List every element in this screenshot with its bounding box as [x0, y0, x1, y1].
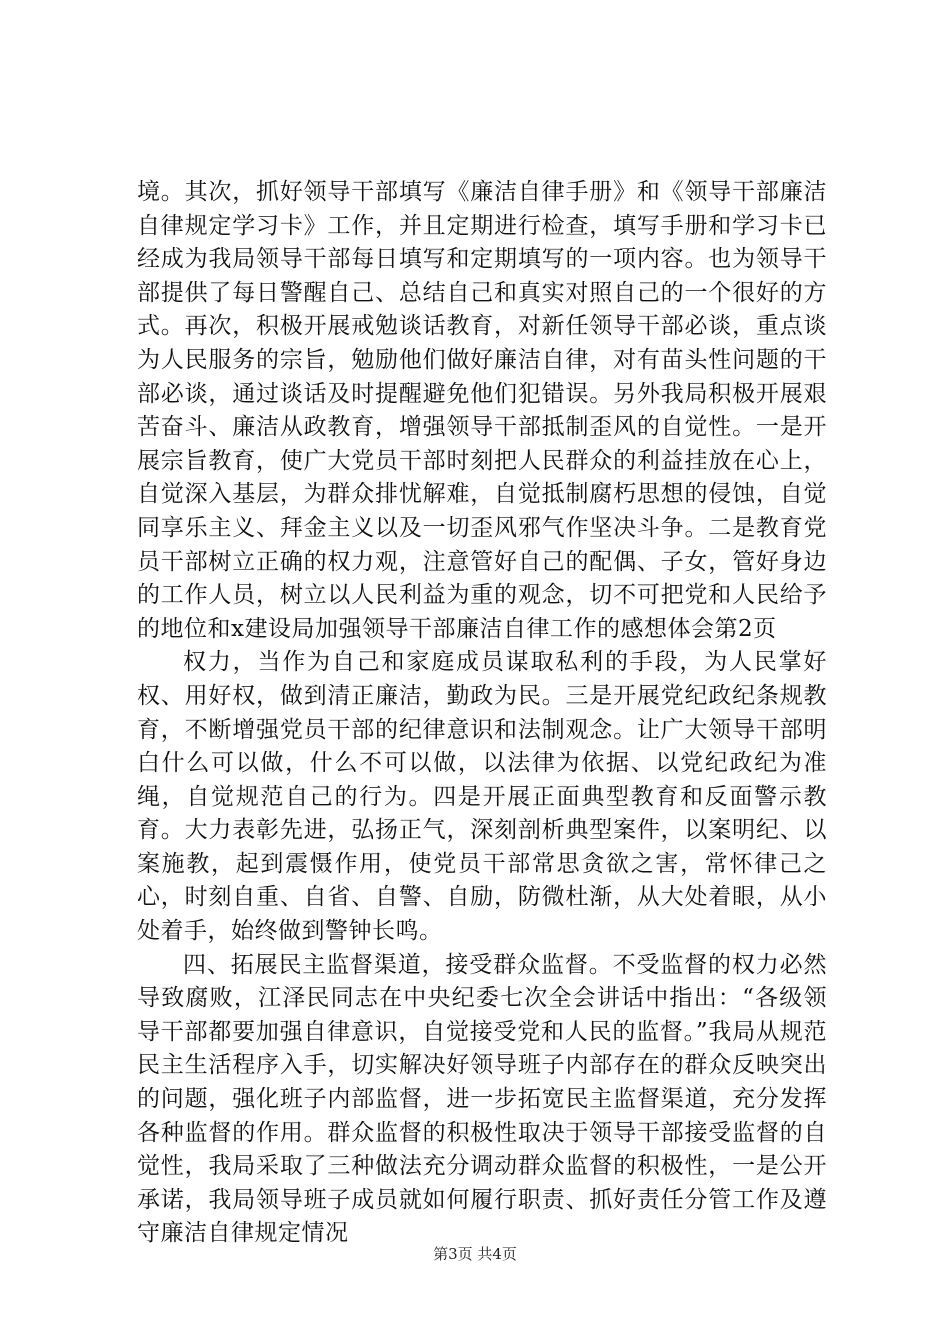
document-body	[137, 176, 827, 1251]
paragraph-democratic-supervision: 四、拓展民主监督渠道，接受群众监督。不受监督的权力必然导致腐败，江泽民同志在中央纪委七次全会讲话中指出：“各级领导干部都要加强自律意识，自觉接受党和人民的监督。”我局从规范民主生活程序入手，切实解决好领导班子内部存在的群众反映突出的问题，强化班子内部监督，进一步拓宽民主监督渠道，充分发挥各种监督的作用。群众监督的积极性取决于领导干部接受监督的自觉性，我局采取了三种做法充分调动群众监督的积极性，一是公开承诺，我局领导班子成员就如何履行职责、抓好责任分管工作及遵守廉洁自律规定情况	[137, 951, 827, 1247]
page-footer: 第3页 共4页	[433, 1245, 517, 1263]
paragraph-power: 权力，当作为自己和家庭成员谋取私利的手段，为人民掌好权、用好权，做到清正廉洁，勤政为民。三是开展党纪政纪条规教育，不断增强党员干部的纪律意识和法制观念。让广大领导干部明白什么可以做，什么不可以做，以法律为依据、以党纪政纪为准绳，自觉规范自己的行为。四是开展正面典型教育和反面警示教育。大力表彰先进，弘扬正气，深刻剖析典型案件，以案明纪、以案施教，起到震慑作用，使党员干部常思贪欲之害，常怀律己之心，时刻自重、自省、自警、自励，防微杜渐，从大处着眼，从小处着手，始终做到警钟长鸣。	[137, 649, 827, 945]
paragraph-continuation: 境。其次，抓好领导干部填写《廉洁自律手册》和《领导干部廉洁自律规定学习卡》工作，并且定期进行检查，填写手册和学习卡已经成为我局领导干部每日填写和定期填写的一项内容。也为领导干部提供了每日警醒自己、总结自己和真实对照自己的一个很好的方式。再次，积极开展戒勉谈话教育，对新任领导干部必谈，重点谈为人民服务的宗旨，勉励他们做好廉洁自律，对有苗头性问题的干部必谈，通过谈话及时提醒避免他们犯错误。另外我局积极开展艰苦奋斗、廉洁从政教育，增强领导干部抵制歪风的自觉性。一是开展宗旨教育，使广大党员干部时刻把人民群众的利益挂放在心上，自觉深入基层，为群众排忧解难，自觉抵制腐朽思想的侵蚀，自觉同享乐主义、拜金主义以及一切歪风邪气作坚决斗争。二是教育党员干部树立正确的权力观，注意管好自己的配偶、子女，管好身边的工作人员，树立以人民利益为重的观念，切不可把党和人民给予的地位和x建设局加强领导干部廉洁自律工作的感想体会第2页	[137, 179, 827, 642]
